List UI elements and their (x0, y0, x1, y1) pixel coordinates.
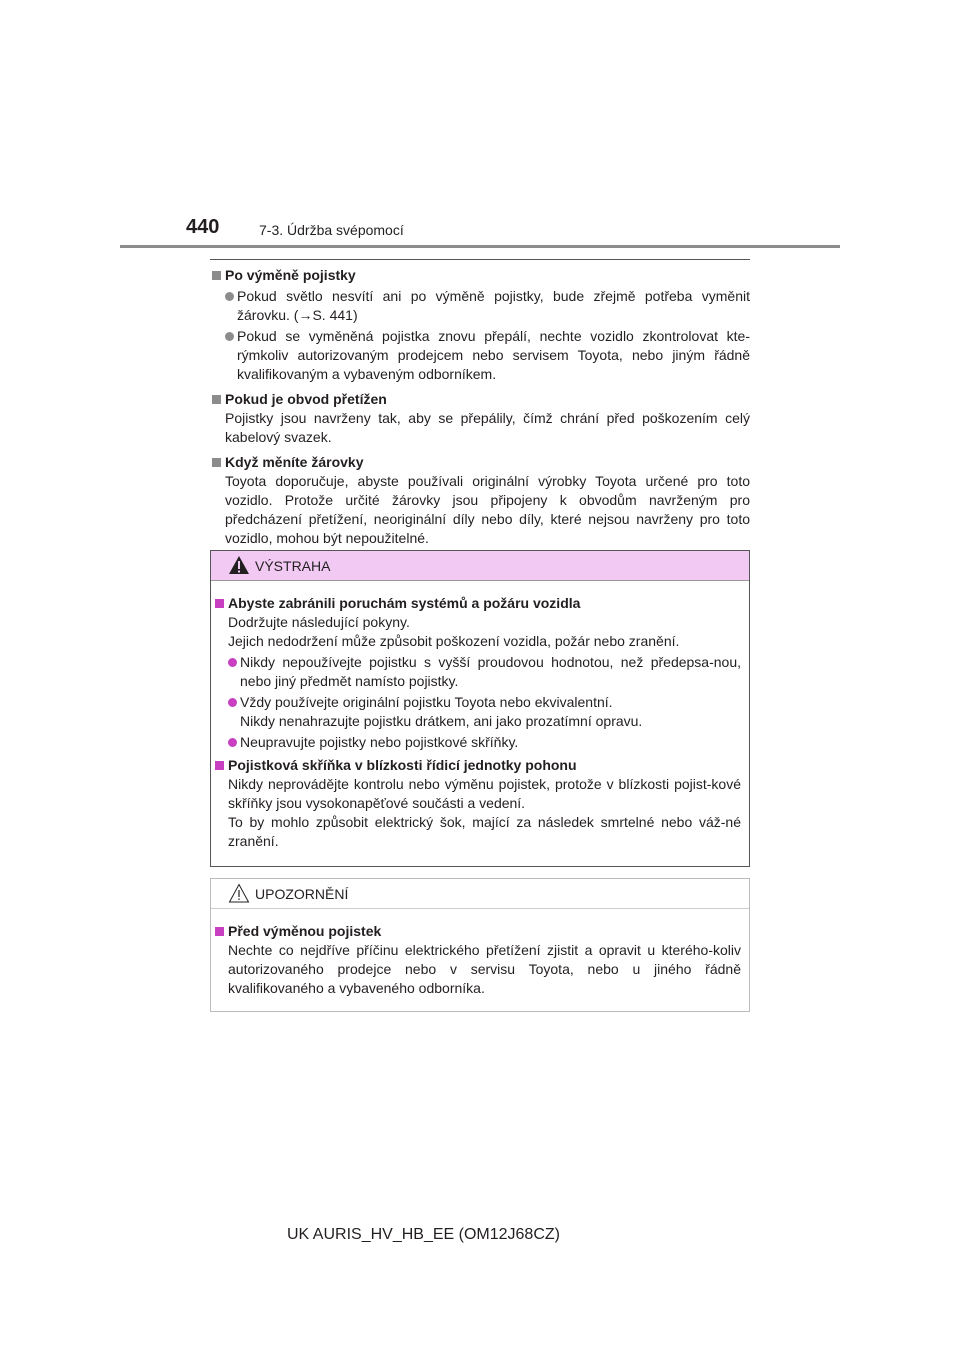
notice-box (210, 878, 750, 1012)
warning-text: Jejich nedodržení může způsobit poškození vozidla, požár nebo zranění. (228, 633, 680, 649)
notice-label: UPOZORNĚNÍ (255, 886, 349, 902)
list-item: Pokud světlo nesvítí ani po výměně pojistky, bude zřejmě potřeba vyměnit žárovku. (→S. 441) (210, 287, 750, 325)
list-item: Nikdy nepoužívejte pojistku s vyšší proudovou hodnotou, než předepsa-nou, nebo jiný předmět namísto pojistky. (213, 653, 741, 691)
page-number: 440 (186, 216, 220, 238)
square-bullet-icon (215, 761, 224, 770)
notice-body (211, 909, 749, 998)
warning-triangle-icon (228, 555, 250, 575)
section-heading: Když měníte žárovky (210, 453, 750, 472)
square-bullet-icon (212, 271, 221, 280)
section-heading: Po výměně pojistky (210, 266, 750, 285)
round-bullet-icon (225, 332, 234, 341)
main-content (210, 259, 750, 548)
section-text: Toyota doporučuje, abyste používali originální výrobky Toyota určené pro toto vozidlo. Protože určité žárovky jsou připojeny k obvodům navrženým pro předcházení přetížení, neoriginální díly nebo díly, které nejsou navrženy pro toto vozidlo, mohou být nepoužitelné. (225, 473, 750, 546)
notice-heading: Před výměnou pojistek (213, 922, 741, 941)
round-bullet-icon (228, 698, 237, 707)
warning-body (211, 581, 749, 851)
footer-code: UK AURIS_HV_HB_EE (OM12J68CZ) (287, 1226, 560, 1243)
round-bullet-icon (228, 658, 237, 667)
round-bullet-icon (228, 738, 237, 747)
warning-header (211, 551, 749, 581)
section-text: Pojistky jsou navrženy tak, aby se přepálily, čímž chrání před poškozením celý kabelový svazek. (225, 410, 750, 445)
section-title: 7-3. Údržba svépomocí (259, 222, 404, 238)
section-heading: Pokud je obvod přetížen (210, 390, 750, 409)
round-bullet-icon (225, 292, 234, 301)
warning-text: Nikdy neprovádějte kontrolu nebo výměnu pojistek, protože v blízkosti pojist-kové skříňky jsou vysokonapěťové součásti a vedení. (228, 776, 741, 811)
square-bullet-icon (212, 458, 221, 467)
warning-label: VÝSTRAHA (255, 558, 331, 574)
square-bullet-icon (215, 927, 224, 936)
list-item: Vždy používejte originální pojistku Toyota nebo ekvivalentní. Nikdy nenahrazujte pojistku drátkem, ani jako prozatímní opravu. (213, 693, 741, 731)
list-item: Pokud se vyměněná pojistka znovu přepálí, nechte vozidlo zkontrolovat kte-rýmkoliv autorizovaným prodejcem nebo servisem Toyota, nebo jiným řádně kvalifikovaným a vybaveným odborníkem. (210, 327, 750, 384)
square-bullet-icon (215, 599, 224, 608)
notice-text: Nechte co nejdříve příčinu elektrického přetížení zjistit a opravit u kterého-koliv autorizovaného prodejce nebo v servisu Toyota, nebo u jiného řádně kvalifikovaného a vybaveného odborníka. (228, 942, 741, 996)
list-item: Neupravujte pojistky nebo pojistkové skříňky. (213, 733, 741, 752)
warning-box (210, 550, 750, 867)
header-rule (120, 245, 840, 248)
warning-heading: Abyste zabránili poruchám systémů a požáru vozidla (213, 594, 741, 613)
notice-header (211, 879, 749, 909)
content-top-rule (210, 259, 750, 260)
warning-text: Dodržujte následující pokyny. (228, 614, 410, 630)
warning-heading: Pojistková skříňka v blízkosti řídicí jednotky pohonu (213, 756, 741, 775)
warning-text: To by mohlo způsobit elektrický šok, mající za následek smrtelné nebo váž-né zranění. (228, 814, 741, 849)
square-bullet-icon (212, 395, 221, 404)
caution-triangle-icon (228, 883, 250, 903)
